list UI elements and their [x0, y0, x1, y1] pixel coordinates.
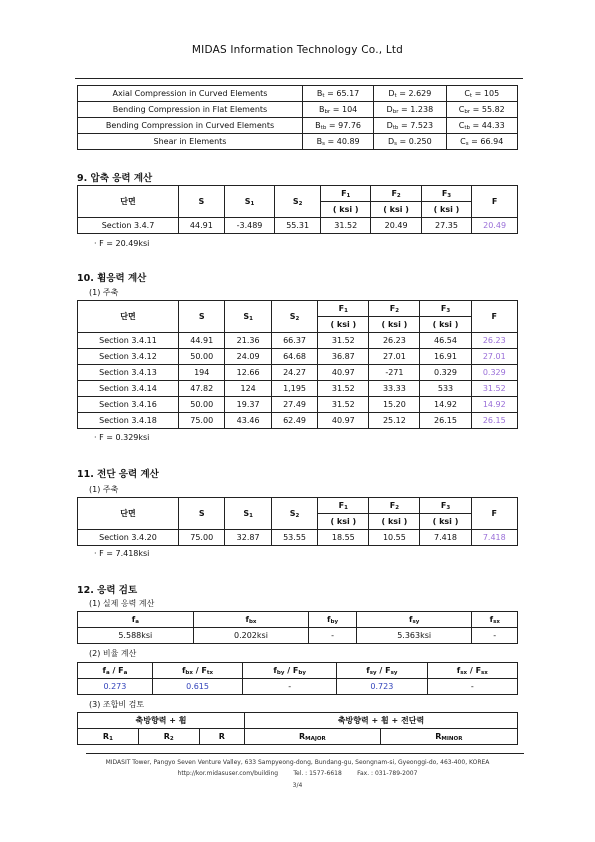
constant-d-cell: $D_{tb} = 7.523$ — [374, 118, 446, 134]
group-axial-bending-shear: 축방향력 + 휨 + 전단력 — [245, 713, 518, 729]
value-s-cell: 50.00 — [179, 397, 225, 413]
header-section: 단면 — [78, 498, 179, 530]
header-ratio-bx: $f_{bx} / F_{tx}$ — [152, 663, 242, 679]
constant-c-cell: $C_{br} = 55.82$ — [446, 102, 518, 118]
ratio-value-cell: 0.723 — [337, 679, 428, 695]
section-name-cell: Section 3.4.16 — [78, 397, 179, 413]
section-11-title: 11. 전단 응력 계산 — [77, 469, 159, 480]
constant-c-cell: $C_s = 66.94$ — [446, 134, 518, 150]
value-s1-cell: 124 — [225, 381, 271, 397]
value-f1-cell: 40.97 — [318, 413, 369, 429]
header-f1: $F_1$ — [318, 498, 369, 514]
table-row — [78, 679, 518, 695]
header-f3-unit: ( ksi ) — [420, 514, 471, 530]
header-ratio-sy: $f_{sy} / F_{sy}$ — [337, 663, 428, 679]
value-f3-cell: 14.92 — [420, 397, 471, 413]
actual-value-cell: 5.363ksi — [356, 628, 472, 644]
header-fbx: $f_{bx}$ — [193, 612, 309, 628]
ratio-value-cell: - — [427, 679, 517, 695]
element-type-cell: Bending Compression in Flat Elements — [78, 102, 303, 118]
header-f: F — [471, 498, 517, 530]
table-row — [78, 333, 518, 349]
header-RMAJOR: $R_{MAJOR}$ — [245, 729, 381, 745]
section-name-cell: Section 3.4.14 — [78, 381, 179, 397]
header-f3-unit: ( ksi ) — [421, 202, 471, 218]
table-row — [78, 134, 518, 150]
element-type-cell: Bending Compression in Curved Elements — [78, 118, 303, 134]
table-row — [78, 365, 518, 381]
table-row — [78, 86, 518, 102]
value-s2-cell: 53.55 — [271, 530, 317, 546]
actual-value-cell: 0.202ksi — [193, 628, 309, 644]
header-f2: $F_2$ — [369, 498, 420, 514]
header-fby: $f_{by}$ — [309, 612, 357, 628]
table-row — [78, 628, 518, 644]
section-10-result: · F = 0.329ksi — [94, 433, 150, 442]
header-fa: $f_a$ — [78, 612, 194, 628]
footer-address: MIDASIT Tower, Pangyo Seven Venture Valley, 633 Sampyeong-dong, Bundang-gu, Seongnam-si, Gyeonggi-do, 463-400, KOREA — [105, 759, 490, 766]
value-s-cell: 75.00 — [179, 413, 225, 429]
header-section: 단면 — [78, 186, 179, 218]
value-s2-cell: 66.37 — [271, 333, 317, 349]
table-row — [78, 218, 518, 234]
value-s2-cell: 27.49 — [271, 397, 317, 413]
header-row — [78, 729, 518, 745]
table-row — [78, 102, 518, 118]
header-s: S — [179, 301, 225, 333]
constants-table — [77, 85, 518, 150]
value-s1-cell: 32.87 — [225, 530, 271, 546]
value-f-cell: 20.49 — [472, 218, 518, 234]
value-f1-cell: 31.52 — [321, 218, 371, 234]
value-s1-cell: 19.37 — [225, 397, 271, 413]
ratio-value-cell: 0.273 — [78, 679, 153, 695]
header-s2: $S_2$ — [271, 498, 317, 530]
footer-contact: http://kor.midasuser.com/building Tel. : 1577-6618 Fax. : 031-789-2007 — [177, 770, 418, 777]
header-fsy: $f_{sy}$ — [356, 612, 472, 628]
constant-d-cell: $D_s = 0.250$ — [374, 134, 446, 150]
value-s1-cell: -3.489 — [224, 218, 275, 234]
combination-table — [77, 712, 518, 745]
table-row — [78, 397, 518, 413]
header-f1-unit: ( ksi ) — [321, 202, 371, 218]
value-f3-cell: 533 — [420, 381, 471, 397]
ratio-value-cell: - — [243, 679, 337, 695]
header-f: F — [472, 186, 518, 218]
constant-c-cell: $C_{tb} = 44.33$ — [446, 118, 518, 134]
value-f2-cell: 26.23 — [369, 333, 420, 349]
footer-page-number: 3/4 — [292, 782, 303, 789]
header-s: S — [179, 498, 225, 530]
constant-b-cell: $B_{tb} = 97.76$ — [303, 118, 374, 134]
value-s-cell: 75.00 — [179, 530, 225, 546]
value-s1-cell: 12.66 — [225, 365, 271, 381]
value-f1-cell: 36.87 — [318, 349, 369, 365]
section-10-title: 10. 휨응력 계산 — [77, 273, 147, 284]
value-f2-cell: 33.33 — [369, 381, 420, 397]
section-name-cell: Section 3.4.18 — [78, 413, 179, 429]
header-s1: $S_1$ — [224, 186, 275, 218]
value-s-cell: 44.91 — [179, 333, 225, 349]
header-R1: $R_1$ — [78, 729, 139, 745]
section-12-sub1: (1) 실제 응력 계산 — [89, 599, 155, 608]
header-f3-unit: ( ksi ) — [420, 317, 471, 333]
header-R: R — [199, 729, 244, 745]
constant-c-cell: $C_t = 105$ — [446, 86, 518, 102]
ratio-table — [77, 662, 518, 695]
group-axial-bending: 축방향력 + 휨 — [78, 713, 245, 729]
header-f1: $F_1$ — [321, 186, 371, 202]
page-header: MIDAS Information Technology Co., Ltd — [191, 44, 404, 56]
header-s: S — [179, 186, 225, 218]
compression-stress-table — [77, 185, 518, 234]
value-f-cell: 0.329 — [471, 365, 517, 381]
header-s2: $S_2$ — [275, 186, 321, 218]
value-f1-cell: 31.52 — [318, 333, 369, 349]
header-f1-unit: ( ksi ) — [318, 317, 369, 333]
value-f2-cell: 20.49 — [371, 218, 421, 234]
header-s2: $S_2$ — [271, 301, 317, 333]
section-12-title: 12. 응력 검토 — [77, 585, 138, 596]
value-s2-cell: 62.49 — [271, 413, 317, 429]
header-f1: $F_1$ — [318, 301, 369, 317]
footer-divider — [86, 753, 524, 754]
constant-d-cell: $D_t = 2.629$ — [374, 86, 446, 102]
header-s1: $S_1$ — [225, 498, 271, 530]
value-f3-cell: 46.54 — [420, 333, 471, 349]
header-row — [78, 301, 518, 317]
ratio-value-cell: 0.615 — [152, 679, 242, 695]
constant-b-cell: $B_{br} = 104$ — [303, 102, 374, 118]
element-type-cell: Shear in Elements — [78, 134, 303, 150]
value-f3-cell: 26.15 — [420, 413, 471, 429]
value-s2-cell: 1,195 — [271, 381, 317, 397]
header-ratio-sx: $f_{sx} / F_{sx}$ — [427, 663, 517, 679]
value-f-cell: 7.418 — [471, 530, 517, 546]
value-f2-cell: 25.12 — [369, 413, 420, 429]
section-name-cell: Section 3.4.7 — [78, 218, 179, 234]
value-s1-cell: 21.36 — [225, 333, 271, 349]
header-R2: $R_2$ — [138, 729, 199, 745]
table-row — [78, 413, 518, 429]
header-ratio-by: $f_{by} / F_{by}$ — [243, 663, 337, 679]
group-header-row — [78, 713, 518, 729]
section-12-sub3: (3) 조합비 검토 — [89, 700, 145, 709]
section-9-title: 9. 압축 응력 계산 — [77, 173, 153, 184]
section-11-sub: (1) 주축 — [89, 485, 119, 494]
header-RMINOR: $R_{MINOR}$ — [380, 729, 517, 745]
element-type-cell: Axial Compression in Curved Elements — [78, 86, 303, 102]
header-row — [78, 186, 518, 202]
section-name-cell: Section 3.4.12 — [78, 349, 179, 365]
constant-d-cell: $D_{br} = 1.238$ — [374, 102, 446, 118]
value-s-cell: 44.91 — [179, 218, 225, 234]
value-f-cell: 27.01 — [471, 349, 517, 365]
value-s2-cell: 24.27 — [271, 365, 317, 381]
actual-value-cell: - — [472, 628, 518, 644]
value-s2-cell: 64.68 — [271, 349, 317, 365]
table-row — [78, 530, 518, 546]
header-f2: $F_2$ — [371, 186, 421, 202]
value-f3-cell: 0.329 — [420, 365, 471, 381]
value-f1-cell: 18.55 — [318, 530, 369, 546]
value-s-cell: 194 — [179, 365, 225, 381]
header-f2-unit: ( ksi ) — [371, 202, 421, 218]
section-11-result: · F = 7.418ksi — [94, 549, 150, 558]
value-f2-cell: 15.20 — [369, 397, 420, 413]
header-s1: $S_1$ — [225, 301, 271, 333]
header-f3: $F_3$ — [421, 186, 471, 202]
header-f1-unit: ( ksi ) — [318, 514, 369, 530]
value-s1-cell: 43.46 — [225, 413, 271, 429]
value-f1-cell: 31.52 — [318, 381, 369, 397]
header-ratio-a: $f_a / F_a$ — [78, 663, 153, 679]
section-name-cell: Section 3.4.13 — [78, 365, 179, 381]
header-section: 단면 — [78, 301, 179, 333]
value-f3-cell: 16.91 — [420, 349, 471, 365]
value-f-cell: 26.23 — [471, 333, 517, 349]
bending-stress-table — [77, 300, 518, 429]
header-f3: $F_3$ — [420, 301, 471, 317]
value-f-cell: 26.15 — [471, 413, 517, 429]
section-12-sub2: (2) 비율 계산 — [89, 649, 137, 658]
header-fsx: $f_{sx}$ — [472, 612, 518, 628]
constant-b-cell: $B_s = 40.89$ — [303, 134, 374, 150]
actual-stress-table — [77, 611, 518, 644]
table-row — [78, 349, 518, 365]
section-name-cell: Section 3.4.11 — [78, 333, 179, 349]
header-divider — [75, 78, 523, 79]
section-10-sub: (1) 주축 — [89, 288, 119, 297]
constant-b-cell: $B_t = 65.17$ — [303, 86, 374, 102]
header-row — [78, 498, 518, 514]
value-f-cell: 31.52 — [471, 381, 517, 397]
shear-stress-table — [77, 497, 518, 546]
value-s1-cell: 24.09 — [225, 349, 271, 365]
actual-value-cell: - — [309, 628, 357, 644]
value-s2-cell: 55.31 — [275, 218, 321, 234]
value-f2-cell: 27.01 — [369, 349, 420, 365]
header-row — [78, 663, 518, 679]
value-f3-cell: 27.35 — [421, 218, 471, 234]
value-s-cell: 50.00 — [179, 349, 225, 365]
value-f2-cell: -271 — [369, 365, 420, 381]
value-s-cell: 47.82 — [179, 381, 225, 397]
value-f1-cell: 31.52 — [318, 397, 369, 413]
header-row — [78, 612, 518, 628]
header-f: F — [471, 301, 517, 333]
section-name-cell: Section 3.4.20 — [78, 530, 179, 546]
table-row — [78, 381, 518, 397]
value-f-cell: 14.92 — [471, 397, 517, 413]
value-f1-cell: 40.97 — [318, 365, 369, 381]
header-f3: $F_3$ — [420, 498, 471, 514]
table-row — [78, 118, 518, 134]
actual-value-cell: 5.588ksi — [78, 628, 194, 644]
header-f2: $F_2$ — [369, 301, 420, 317]
header-f2-unit: ( ksi ) — [369, 317, 420, 333]
header-f2-unit: ( ksi ) — [369, 514, 420, 530]
value-f3-cell: 7.418 — [420, 530, 471, 546]
section-9-result: · F = 20.49ksi — [94, 239, 150, 248]
value-f2-cell: 10.55 — [369, 530, 420, 546]
